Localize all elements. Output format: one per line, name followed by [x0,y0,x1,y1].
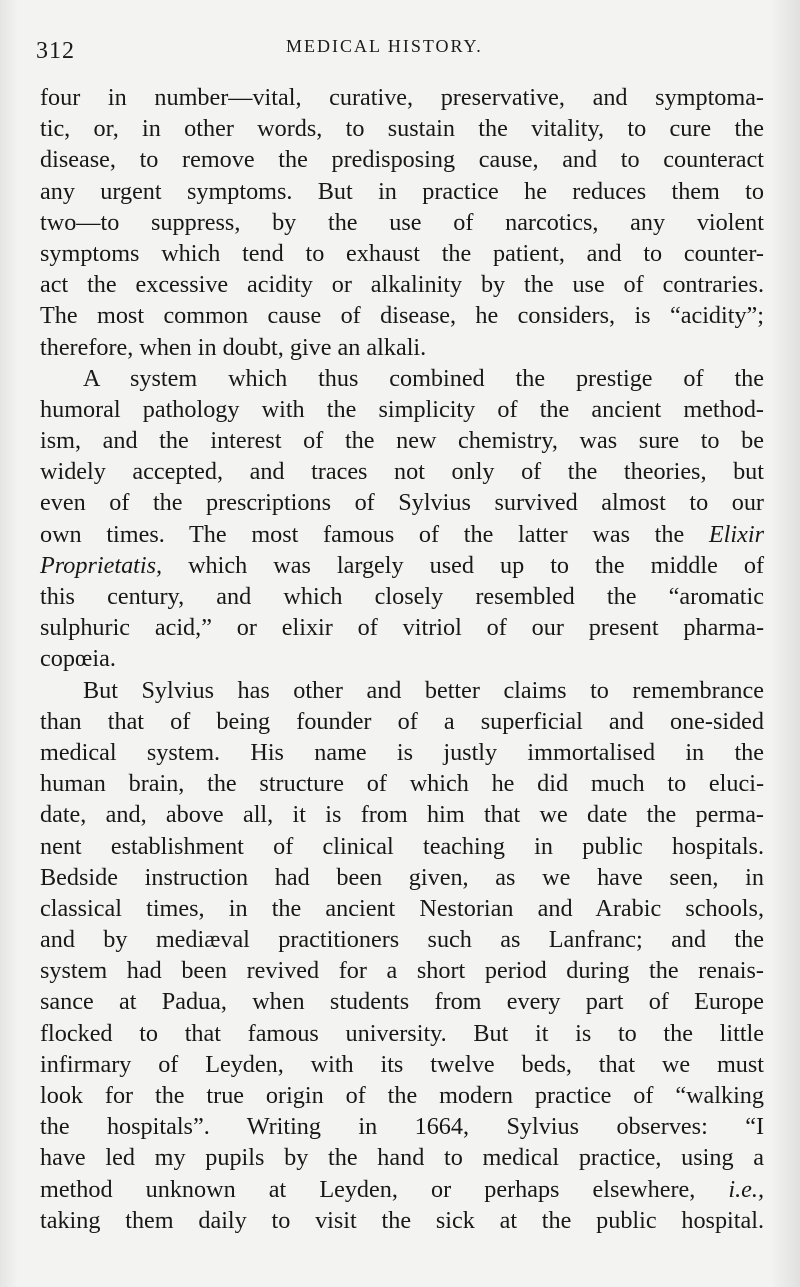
text-line: and by mediæval practitioners such as Lanfranc; and the [40,926,764,954]
text-line: humoral pathology with the simplicity of the ancient method- [40,395,764,423]
text-line: than that of being founder of a superficial and one-sided [40,707,764,735]
text-line: act the excessive acidity or alkalinity by the use of contraries. [40,271,764,299]
text-line: this century, and which closely resembled the “aromatic [40,583,764,610]
text-line: the hospitals”. Writing in 1664, Sylvius observes: “I [40,1113,764,1141]
text-line: flocked to that famous university. But it is to the little [40,1019,764,1047]
text-line: have led my pupils by the hand to medical practice, using a [40,1144,764,1172]
running-head: MEDICAL HISTORY. [286,36,483,56]
text-line: widely accepted, and traces not only of the theories, but [40,458,764,486]
text-line: therefore, when in doubt, give an alkali. [40,333,427,361]
page-header [36,30,766,70]
text-line: symptoms which tend to exhaust the patient, and to counter- [40,239,764,267]
text-line: system had been revived for a short period during the renais- [40,957,764,985]
text-line-with-italic [40,550,764,581]
page-number: 312 [36,38,75,64]
text-line: look for the true origin of the modern practice of “walking [40,1082,764,1109]
italic-term: Elixir [708,520,764,548]
italic-term: Proprietatis, [40,551,163,579]
text-line: classical times, in the ancient Nestorian and Arabic schools, [40,894,764,922]
text-line: date, and, above all, it is from him that we date the perma- [40,801,764,829]
text-line: medical system. His name is justly immortalised in the [40,738,764,766]
text-line: sulphuric acid,” or elixir of vitriol of our present pharma- [40,614,764,642]
text-line: four in number—vital, curative, preservative, and symptoma- [40,84,764,111]
text-line: two—to suppress, by the use of narcotics, any violent [40,208,764,236]
italic-term: i.e., [728,1175,764,1203]
text-line: sance at Padua, when students from every part of Europe [40,988,764,1016]
text-segment: method unknown at Leyden, or perhaps elsewhere, [40,1175,729,1203]
text-line: any urgent symptoms. But in practice he reduces them to [40,177,764,205]
text-line: human brain, the structure of which he did much to eluci- [40,770,764,798]
text-segment: which was largely used up to the middle of [162,551,764,579]
text-line: But Sylvius has other and better claims to remembrance [83,676,764,704]
text-line: infirmary of Leyden, with its twelve beds, that we must [40,1050,764,1078]
text-line-with-italic [40,1174,764,1205]
text-line-with-italic [40,519,764,550]
text-line: even of the prescriptions of Sylvius survived almost to our [40,489,764,517]
text-line: disease, to remove the predisposing cause, and to counteract [40,146,764,174]
body-text [40,82,764,1236]
text-line: Bedside instruction had been given, as we have seen, in [40,863,764,891]
text-segment: own times. The most famous of the latter was the [40,520,709,548]
text-line: nent establishment of clinical teaching in public hospitals. [40,832,764,860]
text-line: A system which thus combined the prestige of the [83,364,764,392]
text-line: taking them daily to visit the sick at the public hospital. [40,1206,764,1234]
text-line: copœia. [40,645,116,673]
text-line: ism, and the interest of the new chemistry, was sure to be [40,427,764,455]
text-line: The most common cause of disease, he considers, is “acidity”; [40,302,764,330]
text-line: tic, or, in other words, to sustain the vitality, to cure the [40,115,764,143]
